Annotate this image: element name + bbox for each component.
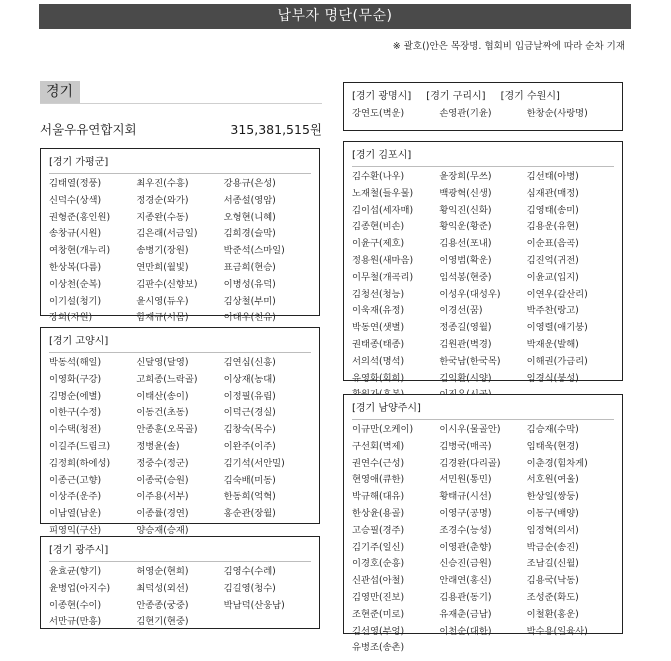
member-name: 박금순(송진) [526,541,579,553]
member-name: 이종근(고향) [49,474,102,486]
member-name: 이기설(청기) [49,295,102,307]
member-name: 이무철(개곡리) [352,271,414,283]
member-name: 조현준(미로) [352,608,405,620]
member-name: 신관섭(아철) [352,575,405,587]
member-name: 박재운(발해) [526,338,579,350]
footnote: ※ 괄호()안은 목장명. 협회비 입금날짜에 따라 순차 기재 [392,41,625,52]
member-name: 이춘경(힘차게) [526,457,588,469]
member-name: 김영수(수레) [223,566,276,577]
member-name: 이영관(춘향) [439,541,492,553]
member-name: 이철환(홍운) [526,608,579,620]
member-name: 허영순(현희) [136,566,189,577]
member-name: 김기석(서안밀) [223,457,285,469]
member-name: 권태종(태종) [352,338,405,350]
member-name: 서의석(명석) [352,355,405,367]
box-title: [경기 수원시] [500,91,560,102]
box-gwangju [40,536,320,629]
member-name: 김판수(신향보) [136,278,198,290]
name-grid [49,564,311,631]
box-title: [경기 남양주시] [352,403,421,414]
member-name: 현영애(큐한) [352,474,405,486]
member-name: 김수환(나우) [352,171,405,182]
member-name: 여창현(개누리) [49,245,111,257]
member-name: 김명순(에별) [49,390,102,402]
member-name: 임태욱(현경) [526,440,579,452]
member-name: 한상복(다름) [49,261,102,273]
member-name: 이영화(구강) [49,373,102,385]
box-gapyeong [40,148,320,324]
member-name: 김선태(아병) [526,171,579,182]
member-name: 양승재(승재) [136,524,189,536]
member-name: 김희경(슬막) [223,228,276,240]
member-name: 구선회(벽제) [352,440,405,452]
member-name: 유재춘(금남) [439,608,492,620]
member-name: 정경순(와가) [136,194,189,206]
member-name: 이덕근(경실) [223,407,276,419]
member-name: 김상철(부미) [223,295,276,307]
member-name: 신승진(금원) [439,558,492,570]
member-name: 한동희(억혁) [223,491,276,503]
box-title: [경기 광주시] [49,545,109,556]
member-name: 표금희(현승) [223,261,276,273]
member-name: 신달영(달영) [136,357,189,368]
member-name: 안종종(궁중) [136,599,189,611]
member-name: 이종률(경연) [136,508,189,520]
member-name: 김용선(포내) [439,238,492,250]
member-name: 이해권(가금리) [526,355,588,367]
member-name: 이상주(운주) [49,491,102,503]
member-name: 윤효균(향기) [49,566,102,577]
member-name [224,614,311,631]
member-name: 김태열(정풍) [49,178,102,189]
member-name: 윤장희(무쓰) [439,171,492,182]
member-name: 신덕수(상색) [49,194,102,206]
member-name: 조성준(화도) [526,591,579,603]
member-name: 박주찬(랑고) [526,305,579,317]
member-name: 이완주(이주) [223,440,276,452]
member-name: 김기주(일신) [352,541,405,553]
member-name: 서호원(여울) [526,474,579,486]
member-name: 김익환(시양) [439,372,492,384]
member-name: 오형현(니혜) [223,211,276,223]
member-name: 이성우(대성우) [439,288,501,300]
member-name: 고희종(느락골) [136,373,198,385]
member-name [439,640,526,657]
member-name: 이태산(송이) [136,390,189,402]
member-name: 정병윤(솔) [136,440,180,452]
member-name: 황익운(황준) [439,221,492,233]
member-name: 김은래(서금일) [136,228,198,240]
member-name: 김용운(유현) [526,221,579,233]
member-name: 김원관(벽경) [439,338,492,350]
region-divider [40,103,322,104]
box-goyang [40,327,320,536]
member-name: 조경수(능성) [439,524,492,536]
member-name: 최우진(수흥) [136,178,189,189]
member-name: 홍순관(장월) [223,508,276,520]
page-title: 납부자 명단(무순) [277,8,393,24]
box-gwangmyeong-guri-suwon [343,82,623,131]
member-name: 김길영(청수) [223,582,276,594]
member-name: 권연수(근성) [352,457,405,469]
member-name: 이연우(갈산리) [526,288,588,300]
member-name: 이동건(초동) [136,407,189,419]
name-grid [49,355,311,540]
member-name: 이영범(확운) [439,254,492,266]
member-name: 연만희(월빛) [136,261,189,273]
member-name: 김경완(다리골) [439,457,501,469]
region-label: 경기 [46,84,74,100]
divider [352,166,614,167]
member-name: 박규해(대유) [352,491,405,503]
name-grid [352,169,614,404]
member-name: 이병성(유덕) [223,278,276,290]
member-name: 이상천(순복) [49,278,102,290]
member-name [527,640,614,657]
member-name: 임정혁(의서) [526,524,579,536]
member-name: 강연도(벽운) [352,108,405,119]
member-name: 이남열(남운) [49,508,102,520]
member-name: 김용국(낙동) [526,575,579,587]
member-name: 이천순(대한) [439,625,492,637]
member-name: 강용규(은성) [223,178,276,189]
member-name: 김용관(동기) [439,591,492,603]
member-name: 김정희(하에성) [49,457,111,469]
divider [49,561,311,562]
member-name: 이경선(꿈) [439,305,483,317]
box-title: [경기 가평군] [49,157,109,168]
member-name: 손영관(기윤) [439,108,492,119]
box-title: [경기 광명시] [352,91,412,102]
member-name: 송병기(장원) [136,245,189,257]
member-name: 임경식(붕성) [526,372,579,384]
member-name: 김이섭(세자매) [352,204,414,216]
box-namyangju [343,394,623,654]
member-name: 이윤구(제호) [352,238,405,250]
member-name: 김진억(귀전) [526,254,579,266]
member-name: 박준석(스마일) [223,245,285,257]
box-titles [352,89,614,104]
member-name: 이영렬(애기붕) [526,322,588,334]
member-name: 김종현(비손) [352,221,405,233]
member-name: 백광혁(신생) [439,187,492,199]
member-name: 이길주(드림크) [49,440,111,452]
box-title: [경기 고양시] [49,336,109,347]
member-name: 서종설(영암) [223,194,276,206]
region-badge [40,81,80,103]
member-name: 임석봉(현중) [439,271,492,283]
member-name: 박수용(일육사) [526,625,588,637]
member-name: 김청선(청능) [352,288,405,300]
member-name: 이동구(배양) [526,507,579,519]
member-name: 박동석(해일) [49,357,102,368]
member-name: 이욱재(유정) [352,305,405,317]
member-name: 이종국(승원) [136,474,189,486]
box-gimpo [343,141,623,384]
member-name: 이윤교(입지) [526,271,579,283]
member-name: 김영태(송미) [526,204,579,216]
member-name: 이순표(음곡) [526,238,579,250]
member-name: 김창숙(목수) [223,424,276,436]
member-name: 한상일(쌍둥) [526,491,579,503]
member-name: 박동연(샛별) [352,322,405,334]
member-name: 서민원(통민) [439,474,492,486]
member-name: 유병조(송촌) [352,642,405,654]
member-name: 황익진(신화) [439,204,492,216]
member-name: 이규만(오케이) [352,424,414,435]
name-grid [352,422,614,657]
org-amount: 315,381,515원 [230,122,322,137]
member-name: 윤병업(아지수) [49,582,111,594]
member-name: 한창순(사랑명) [526,108,588,119]
member-name: 김승재(수막) [526,424,579,435]
member-name: 김현기(현중) [136,616,189,628]
member-name: 박남덕(산웅남) [223,599,285,611]
member-name: 이시우(물골안) [439,424,501,435]
org-name: 서울우유연합지회 [40,122,137,137]
member-name: 안래연(홍신) [439,575,492,587]
member-name: 이정필(유림) [223,390,276,402]
member-name: 최덕성(외선) [136,582,189,594]
member-name: 서만규(만흥) [49,616,102,628]
divider [49,352,311,353]
member-name: 노재철(들우물) [352,187,414,199]
member-name: 정종길(영월) [439,322,492,334]
member-name: 정용원(새마음) [352,254,414,266]
member-name: 함재규(서몸) [136,312,189,324]
member-name: 윤시영(듀우) [136,295,189,307]
member-name: 안종훈(오목골) [136,424,198,436]
divider [352,419,614,420]
org-summary [40,120,322,138]
member-name: 피영익(구산) [49,524,102,536]
member-name: 김연심(신흥) [223,357,276,368]
member-name: 조남길(신월) [526,558,579,570]
divider [49,173,311,174]
member-name: 한상윤(용골) [352,507,405,519]
member-name: 장희(자원) [49,312,93,324]
name-grid [49,176,311,327]
member-name: 정중수(정군) [136,457,189,469]
member-name: 이한구(수정) [49,407,102,419]
member-name: 이수택(청전) [49,424,102,436]
member-name: 심재관(매정) [526,187,579,199]
box-title: [경기 김포시] [352,150,412,161]
member-name: 김병국(매곡) [439,440,492,452]
member-name: 이영구(공명) [439,507,492,519]
page-header [39,4,631,29]
name-grid [352,106,614,123]
member-name: 한국남(한국목) [439,355,501,367]
member-name: 황태규(시선) [439,491,492,503]
member-name: 김선영(부엉) [352,625,405,637]
member-name: 지종완(수동) [136,211,189,223]
member-name: 이종현(수이) [49,599,102,611]
member-name: 김숙배(미동) [223,474,276,486]
member-name: 권형준(홍인원) [49,211,111,223]
member-name: 송창규(시원) [49,228,102,240]
member-name: 김영만(진보) [352,591,405,603]
member-name: 이상재(농대) [223,373,276,385]
member-name: 이경호(순흥) [352,558,405,570]
box-title: [경기 구리시] [426,91,486,102]
member-name: 고승필(경주) [352,524,405,536]
member-name: 이주용(서부) [136,491,189,503]
member-name: 이대우(천유) [223,312,276,324]
member-name: 유영화(회희) [352,372,405,384]
